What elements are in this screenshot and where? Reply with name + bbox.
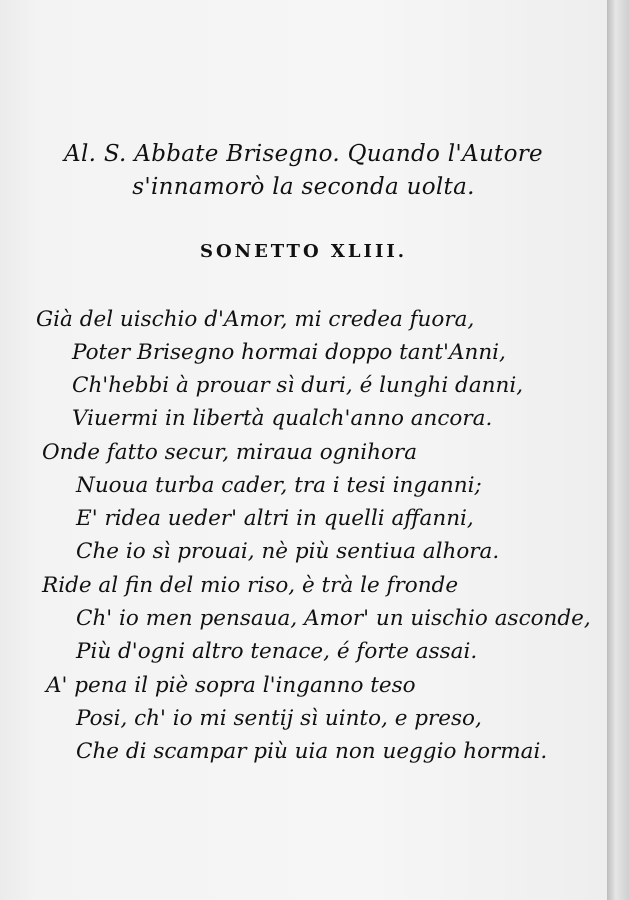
- verse-line: Posi, ch' io mi sentij sì uinto, e preso,: [76, 706, 482, 731]
- verse-line: Poter Brisegno hormai doppo tant'Anni,: [72, 340, 506, 365]
- verse-line: Nuoua turba cader, tra i tesi inganni;: [76, 473, 482, 498]
- dedication-title-line-2: s'innamorò la seconda uolta.: [132, 174, 475, 200]
- verse-line: Che di scampar più uia non ueggio hormai.: [76, 739, 548, 764]
- page-edge: [607, 0, 629, 900]
- verse-line: Già del uischio d'Amor, mi credea fuora,: [36, 307, 475, 332]
- verse-line: Ch' io men pensaua, Amor' un uischio asconde,: [76, 606, 591, 631]
- verse-line: Ch'hebbi à prouar sì duri, é lunghi danni,: [72, 373, 524, 398]
- verse-line: Onde fatto secur, miraua ognihora: [42, 440, 418, 465]
- verse-line: Che io sì prouai, nè più sentiua alhora.: [76, 539, 500, 564]
- verse-line: A' pena il piè sopra l'inganno teso: [46, 673, 416, 698]
- verse-line: Viuermi in libertà qualch'anno ancora.: [72, 406, 493, 431]
- sonnet-heading: SONETTO XLIII.: [199, 241, 408, 262]
- verse-line: Ride al fin del mio riso, è trà le fronde: [42, 573, 459, 598]
- verse-line: E' ridea ueder' altri in quelli affanni,: [76, 506, 474, 531]
- verse-line: Più d'ogni altro tenace, é forte assai.: [76, 639, 478, 664]
- dedication-title-line-1: Al. S. Abbate Brisegno. Quando l'Autore: [64, 141, 543, 167]
